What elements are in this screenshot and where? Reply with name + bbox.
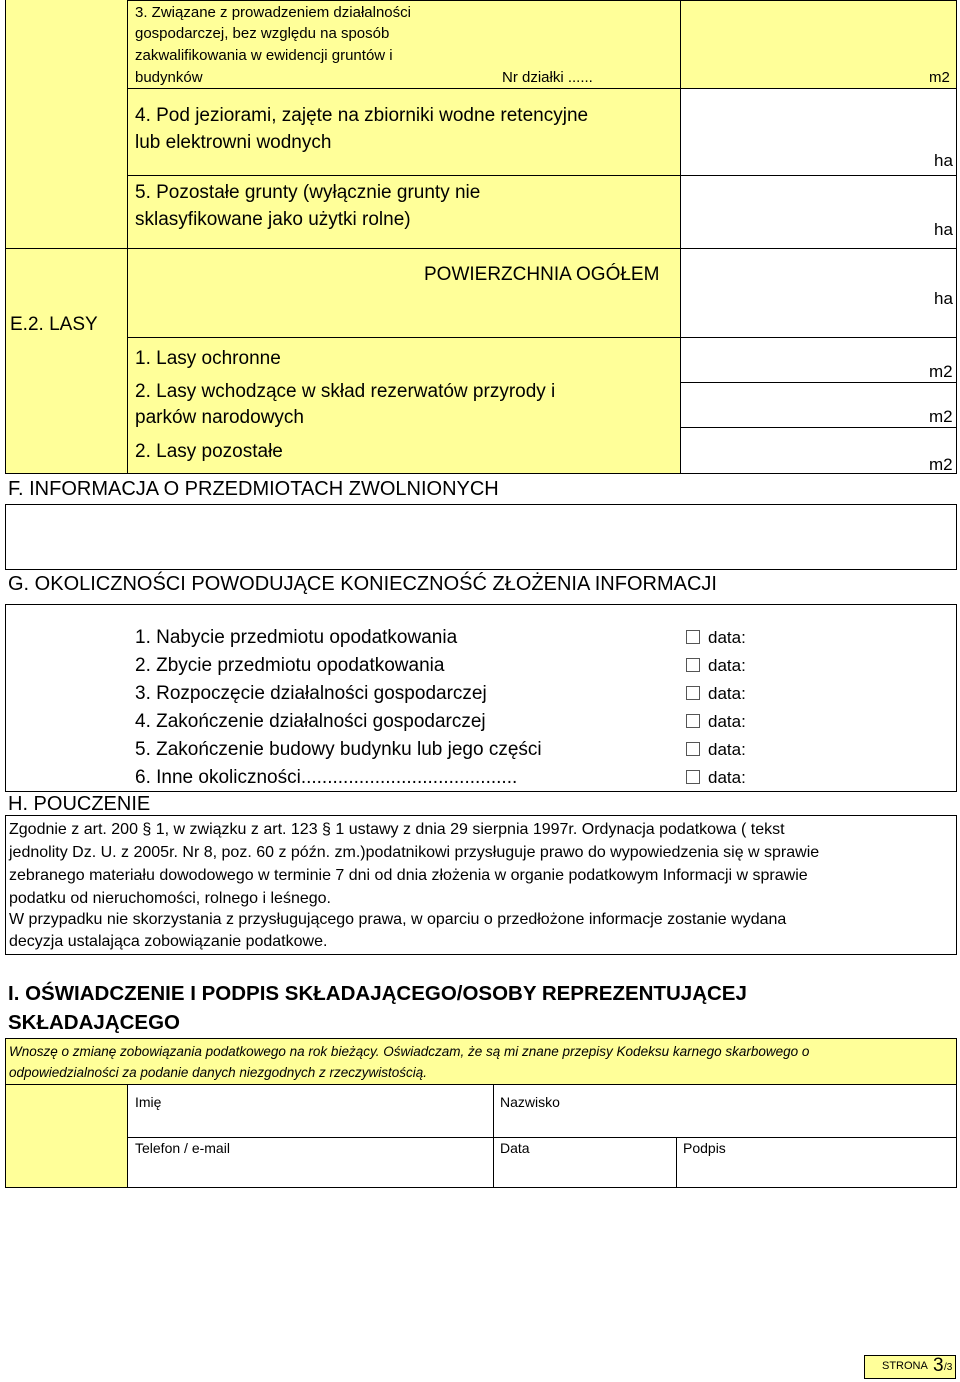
nazwisko-field[interactable] bbox=[493, 1084, 957, 1138]
statement-line-2: odpowiedzialności za podanie danych niezgodnych z rzeczywistością. bbox=[9, 1065, 427, 1080]
e2-total-value-cell[interactable] bbox=[680, 248, 957, 338]
row5-unit: ha bbox=[934, 220, 953, 239]
e2-item2-unit: m2 bbox=[929, 407, 953, 426]
e2-total-label-cell bbox=[127, 248, 681, 338]
g-item-4-date-label: data: bbox=[708, 712, 746, 731]
row3-line-3: zakwalifikowania w ewidencji gruntów i bbox=[135, 47, 393, 64]
g-item-5-checkbox[interactable] bbox=[686, 742, 700, 756]
page-strona-label: STRONA bbox=[882, 1360, 928, 1372]
section-f-field[interactable] bbox=[5, 504, 957, 570]
imie-field[interactable] bbox=[127, 1084, 494, 1138]
row3-unit: m2 bbox=[929, 69, 950, 86]
g-item-1-label: 1. Nabycie przedmiotu opodatkowania bbox=[135, 627, 458, 648]
g-item-6-date-label: data: bbox=[708, 768, 746, 787]
g-item-1-date-label: data: bbox=[708, 628, 746, 647]
e2-item3-value-cell[interactable] bbox=[680, 427, 957, 474]
left-margin-cell bbox=[5, 0, 127, 249]
row5-line-1: 5. Pozostałe grunty (wyłącznie grunty nie bbox=[135, 182, 481, 203]
data-label: Data bbox=[500, 1140, 530, 1156]
section-f-title: F. INFORMACJA O PRZEDMIOTACH ZWOLNIONYCH bbox=[8, 478, 499, 500]
e2-item2-line-1: 2. Lasy wchodzące w skład rezerwatów przyrody i bbox=[135, 381, 556, 402]
g-item-2-checkbox[interactable] bbox=[686, 658, 700, 672]
g-item-6-checkbox[interactable] bbox=[686, 770, 700, 784]
section-i-title-line-1: I. OŚWIADCZENIE I PODPIS SKŁADAJĄCEGO/OSOBY REPREZENTUJĄCEJ bbox=[8, 982, 747, 1005]
section-h-title: H. POUCZENIE bbox=[8, 793, 151, 815]
row4-value-cell[interactable] bbox=[680, 88, 957, 176]
nr-dzialki-label: Nr działki ...... bbox=[502, 69, 593, 86]
e2-item1-label: 1. Lasy ochronne bbox=[135, 348, 281, 369]
g-item-2-label: 2. Zbycie przedmiotu opodatkowania bbox=[135, 655, 445, 676]
g-item-5-label: 5. Zakończenie budowy budynku lub jego części bbox=[135, 739, 542, 760]
section-h-line-3: zebranego materiału dowodowego w terminie 7 dni od dnia złożenia w organie podatkowym Informacji w sprawie bbox=[9, 867, 808, 884]
telefon-label: Telefon / e-mail bbox=[135, 1140, 230, 1156]
section-h-line-1: Zgodnie z art. 200 § 1, w związku z art. 123 § 1 ustawy z dnia 29 sierpnia 1997r. Ordynacja podatkowa ( tekst bbox=[9, 821, 785, 838]
row5-line-2: sklasyfikowane jako użytki rolne) bbox=[135, 209, 411, 230]
row3-value-cell[interactable] bbox=[680, 0, 957, 89]
row4-line-2: lub elektrowni wodnych bbox=[135, 132, 332, 153]
section-h-line-2: jednolity Dz. U. z 2005r. Nr 8, poz. 60 z późn. zm.)podatnikowi przysługuje prawo do wypowiedzenia się w sprawie bbox=[9, 844, 820, 861]
row3-line-2: gospodarczej, bez względu na sposób bbox=[135, 25, 390, 42]
e2-total-unit: ha bbox=[934, 289, 953, 308]
nazwisko-label: Nazwisko bbox=[500, 1094, 560, 1110]
signature-left-cell bbox=[5, 1084, 128, 1188]
g-item-3-checkbox[interactable] bbox=[686, 686, 700, 700]
g-item-1-checkbox[interactable] bbox=[686, 630, 700, 644]
e2-item3-label: 2. Lasy pozostałe bbox=[135, 441, 283, 462]
statement-line-1: Wnoszę o zmianę zobowiązania podatkowego na rok bieżący. Oświadczam, że są mi znane przepisy Kodeksu karnego skarbowego o bbox=[9, 1044, 810, 1059]
section-h-line-5: W przypadku nie skorzystania z przysługującego prawa, w oparciu o przedłożone informacje zostanie wydana bbox=[9, 911, 787, 928]
row5-value-cell[interactable] bbox=[680, 175, 957, 249]
section-e2-label: E.2. LASY bbox=[10, 314, 98, 335]
row3-line-1: 3. Związane z prowadzeniem działalności bbox=[135, 4, 411, 21]
page-total: /3 bbox=[944, 1362, 953, 1373]
imie-label: Imię bbox=[135, 1094, 162, 1110]
podpis-label: Podpis bbox=[683, 1140, 726, 1156]
g-item-3-label: 3. Rozpoczęcie działalności gospodarczej bbox=[135, 683, 487, 704]
g-item-4-checkbox[interactable] bbox=[686, 714, 700, 728]
section-g-title: G. OKOLICZNOŚCI POWODUJĄCE KONIECZNOŚĆ ZŁOŻENIA INFORMACJI bbox=[8, 573, 717, 595]
e2-item3-unit: m2 bbox=[929, 455, 953, 474]
section-h-line-6: decyzja ustalająca zobowiązanie podatkowe. bbox=[9, 933, 328, 950]
e2-total-label: POWIERZCHNIA OGÓŁEM bbox=[424, 264, 660, 285]
g-item-6-label: 6. Inne okoliczności......................................... bbox=[135, 767, 518, 788]
row4-unit: ha bbox=[934, 151, 953, 170]
g-item-5-date-label: data: bbox=[708, 740, 746, 759]
e2-item2-line-2: parków narodowych bbox=[135, 407, 304, 428]
e2-item1-value-cell[interactable] bbox=[680, 337, 957, 383]
page-number: 3 bbox=[933, 1355, 944, 1376]
section-i-title-line-2: SKŁADAJĄCEGO bbox=[8, 1011, 180, 1034]
row3-line-4: budynków bbox=[135, 69, 203, 86]
e2-item2-value-cell[interactable] bbox=[680, 382, 957, 428]
row4-line-1: 4. Pod jeziorami, zajęte na zbiorniki wodne retencyjne bbox=[135, 105, 589, 126]
section-h-line-4: podatku od nieruchomości, rolnego i leśnego. bbox=[9, 890, 331, 907]
g-item-4-label: 4. Zakończenie działalności gospodarczej bbox=[135, 711, 486, 732]
g-item-3-date-label: data: bbox=[708, 684, 746, 703]
g-item-2-date-label: data: bbox=[708, 656, 746, 675]
section-e2-label-cell bbox=[5, 248, 128, 474]
e2-item1-unit: m2 bbox=[929, 362, 953, 381]
